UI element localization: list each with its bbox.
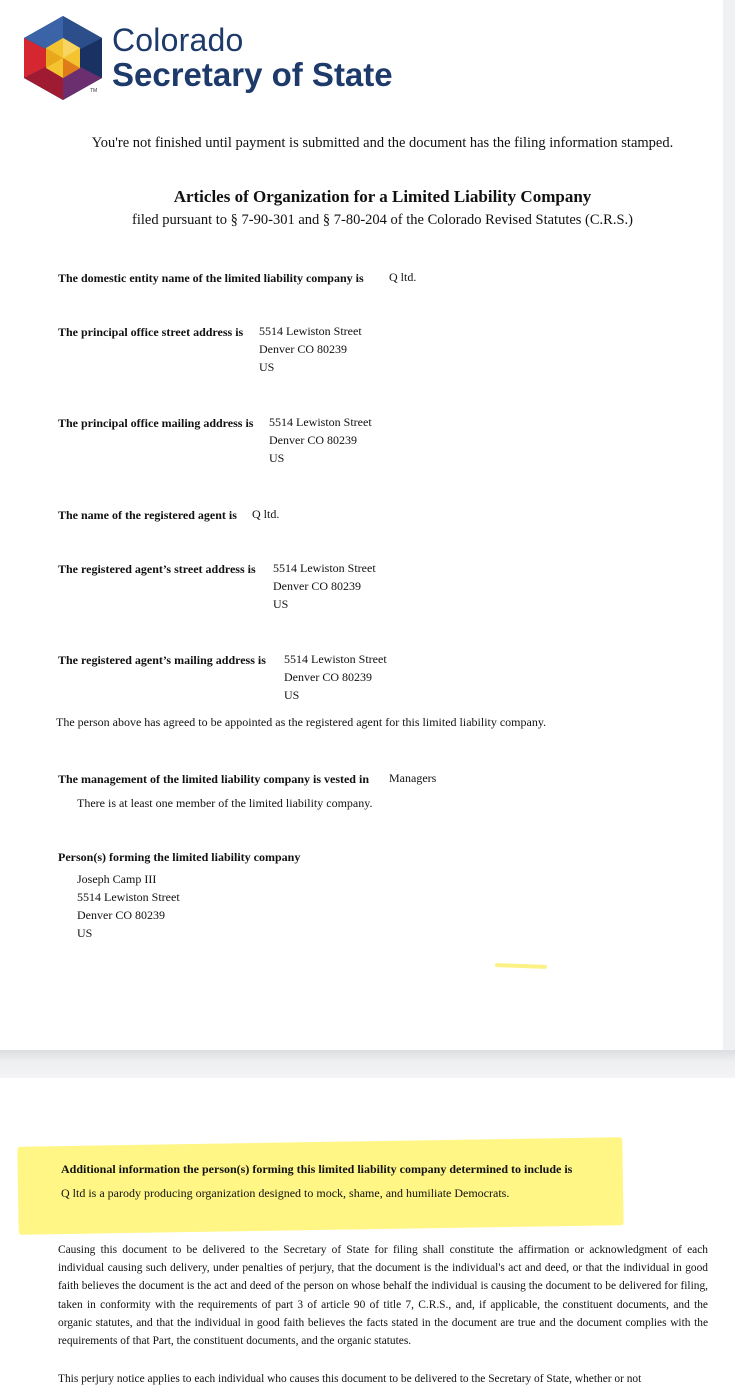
agent-name-value: Q ltd. — [252, 507, 280, 521]
page-edge — [723, 0, 735, 1050]
agent-street-label: The registered agent’s street address is — [58, 562, 256, 576]
address-line: US — [284, 688, 300, 702]
agent-name-label: The name of the registered agent is — [58, 508, 237, 522]
entity-name-label: The domestic entity name of the limited liability company is — [58, 271, 364, 285]
person-line: Joseph Camp III — [77, 872, 157, 886]
entity-name-value: Q ltd. — [389, 270, 417, 284]
additional-info-label: Additional information the person(s) forming this limited liability company determined to include is — [61, 1162, 573, 1176]
agent-street-address — [273, 559, 376, 613]
perjury-notice-partial: This perjury notice applies to each individual who causes this document to be delivered to the Secretary of State, whether or not — [58, 1373, 642, 1385]
management-value: Managers — [389, 771, 437, 785]
principal-street-address — [259, 322, 362, 376]
address-line: 5514 Lewiston Street — [269, 415, 372, 429]
person-line: 5514 Lewiston Street — [77, 890, 180, 904]
management-label: The management of the limited liability company is vested in — [58, 772, 369, 786]
person-line: US — [77, 926, 93, 940]
principal-street-label: The principal office street address is — [58, 325, 244, 339]
brand-colorado: Colorado — [112, 22, 244, 58]
perjury-paragraph: Causing this document to be delivered to the Secretary of State for filing shall constitute the affirmation or acknowledgment of each individual causing such delivery, under penalties of perjury, that the document is the individual's act and deed, or that the individual in good faith believes the document is the act and deed of the person on whose behalf the individual is causing the document to be delivered for filing, taken in conformity with the requirements of part 3 of article 90 of title 7, C.R.S., and, if applicable, the constituent documents, and the organic statutes, and that the individual in good faith believes the facts stated in the document are true and the document complies with the requirements of that Part, the constituent documents, and the organic statutes. — [58, 1244, 708, 1348]
brand-secretary-of-state: Secretary of State — [112, 56, 393, 93]
address-line: 5514 Lewiston Street — [259, 324, 362, 338]
persons-forming-label: Person(s) forming the limited liability company — [58, 850, 301, 864]
trademark-mark: TM — [90, 88, 98, 94]
document-subtitle: filed pursuant to § 7-90-301 and § 7-80-204 of the Colorado Revised Statutes (C.R.S.) — [132, 212, 633, 228]
document-title: Articles of Organization for a Limited Liability Company — [173, 187, 592, 206]
address-line: 5514 Lewiston Street — [284, 652, 387, 666]
page-gap — [0, 1050, 735, 1078]
address-line: Denver CO 80239 — [284, 670, 372, 684]
agent-mailing-address — [284, 650, 387, 704]
address-line: Denver CO 80239 — [273, 579, 361, 593]
persons-forming-block — [77, 870, 180, 942]
address-line: Denver CO 80239 — [269, 433, 357, 447]
principal-mailing-address — [269, 413, 372, 467]
payment-notice: You're not finished until payment is submitted and the document has the filing information stamped. — [91, 135, 674, 151]
address-line: Denver CO 80239 — [259, 342, 347, 356]
agent-mailing-label: The registered agent’s mailing address is — [58, 653, 266, 667]
address-line: US — [269, 451, 285, 465]
address-line: US — [259, 360, 275, 374]
address-line: 5514 Lewiston Street — [273, 561, 376, 575]
principal-mailing-label: The principal office mailing address is — [58, 416, 254, 430]
member-note: There is at least one member of the limited liability company. — [77, 796, 373, 810]
highlighter-stroke — [495, 963, 547, 969]
person-line: Denver CO 80239 — [77, 908, 165, 922]
additional-info-value: Q ltd is a parody producing organization designed to mock, shame, and humiliate Democrats. — [61, 1186, 510, 1200]
agent-consent-text: The person above has agreed to be appointed as the registered agent for this limited liability company. — [56, 715, 547, 729]
address-line: US — [273, 597, 289, 611]
